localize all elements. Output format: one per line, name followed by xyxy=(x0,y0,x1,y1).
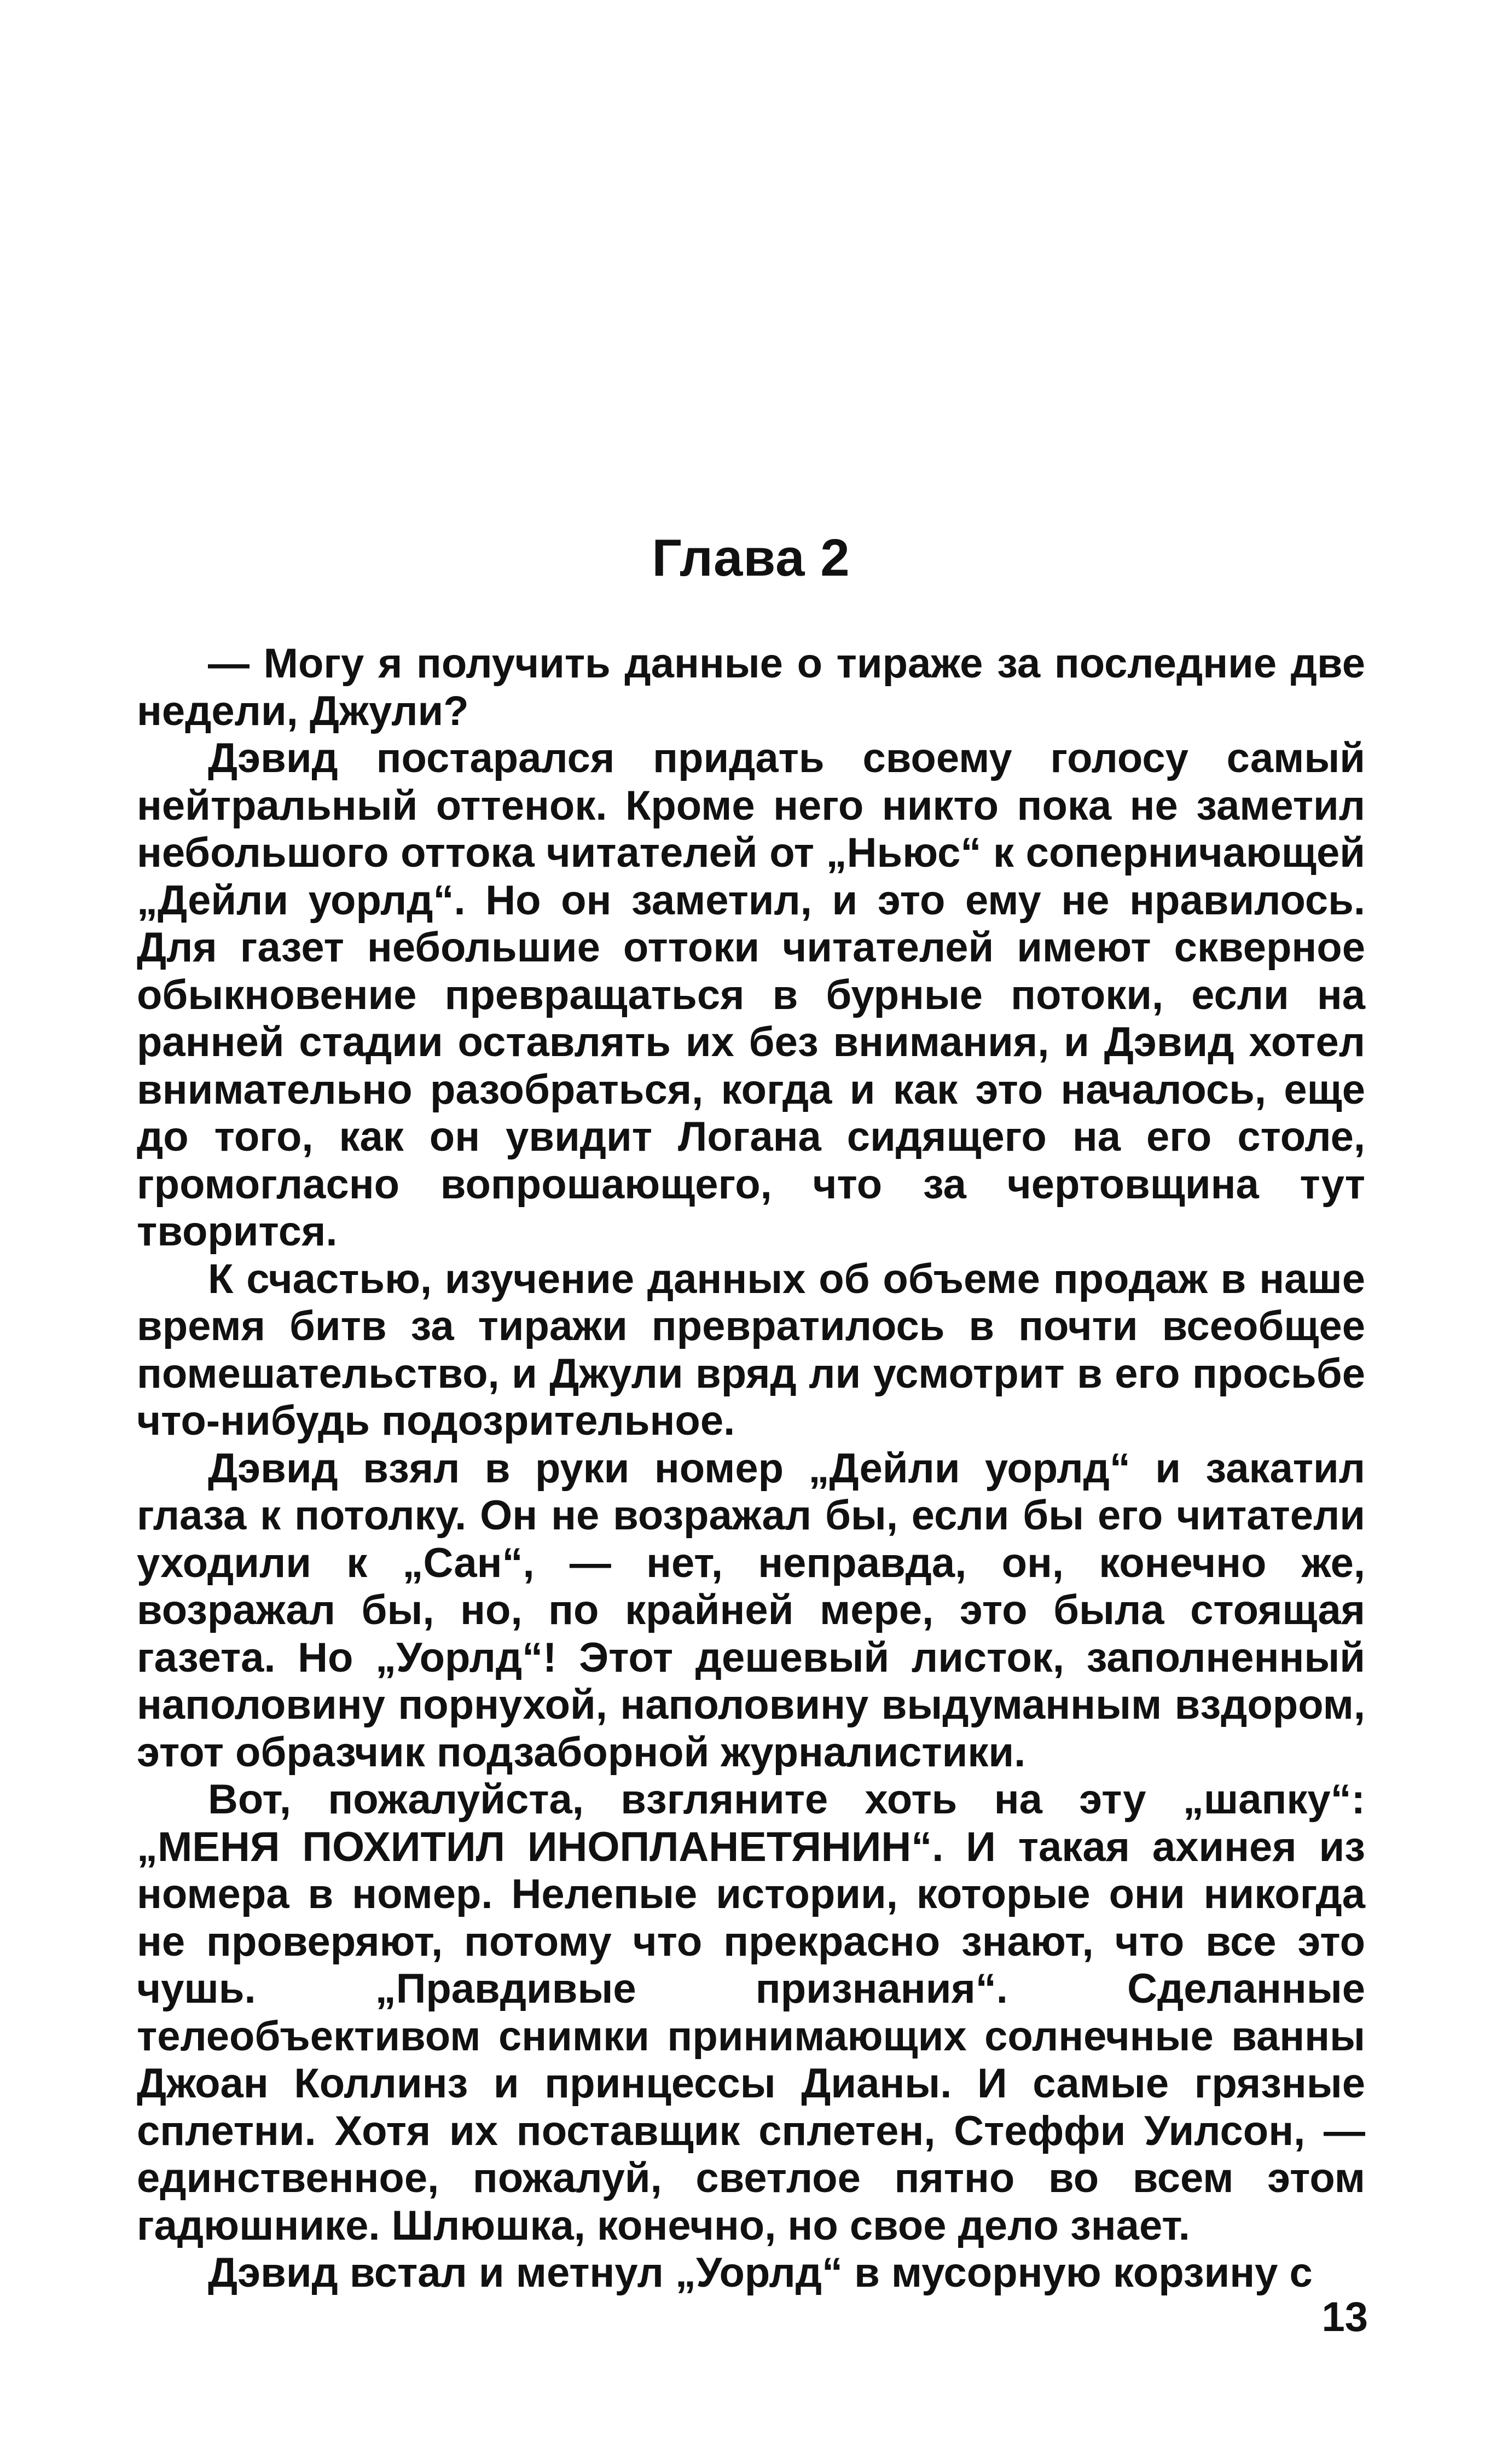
paragraph-2: Дэвид постарался придать своему голосу самый нейтральный оттенок. Кроме него никто пока не заметил небольшого оттока читателей от „Ньюс“ к соперничающей „Дейли уорлд“. Но он заметил, и это ему не нравилось. Для газет небольшие оттоки читателей имеют скверное обыкновение превращаться в бурные потоки, если на ранней стадии оставлять их без внимания, и Дэвид хотел внимательно разобраться, когда и как это началось, еще до того, как он увидит Логана сидящего на его столе, громогласно вопрошающего, что за чертовщина тут творится. xyxy=(137,735,1365,1255)
body-text xyxy=(137,640,1365,2297)
page-number: 13 xyxy=(1321,2294,1368,2340)
paragraph-4: Дэвид взял в руки номер „Дейли уорлд“ и закатил глаза к потолку. Он не возражал бы, если бы его читатели уходили к „Сан“, — нет, неправда, он, конечно же, возражал бы, но, по крайней мере, это была стоящая газета. Но „Уорлд“! Этот дешевый листок, заполненный наполовину порнухой, наполовину выдуманным вздором, этот образчик подзаборной журналистики. xyxy=(137,1445,1365,1776)
paragraph-6: Дэвид встал и метнул „Уорлд“ в мусорную корзину с xyxy=(208,2250,1313,2296)
paragraph-1: — Могу я получить данные о тираже за последние две недели, Джули? xyxy=(137,640,1365,734)
chapter-title: Глава 2 xyxy=(652,529,850,587)
paragraph-3: К счастью, изучение данных об объеме продаж в наше время битв за тиражи превратилось в почти всеобщее помешательство, и Джули вряд ли усмотрит в его просьбе что-нибудь подозрительное. xyxy=(137,1255,1365,1444)
paragraph-5: Вот, пожалуйста, взгляните хоть на эту „шапку“: „МЕНЯ ПОХИТИЛ ИНОПЛАНЕТЯНИН“. И такая ахинея из номера в номер. Нелепые истории, которые они никогда не проверяют, потому что прекрасно знают, что все это чушь. „Правдивые признания“. Сделанные телеобъективом снимки принимающих солнечные ванны Джоан Коллинз и принцессы Дианы. И самые грязные сплетни. Хотя их поставщик сплетен, Стеффи Уилсон, — единственное, пожалуй, светлое пятно во всем этом гадюшнике. Шлюшка, конечно, но свое дело знает. xyxy=(137,1776,1365,2249)
